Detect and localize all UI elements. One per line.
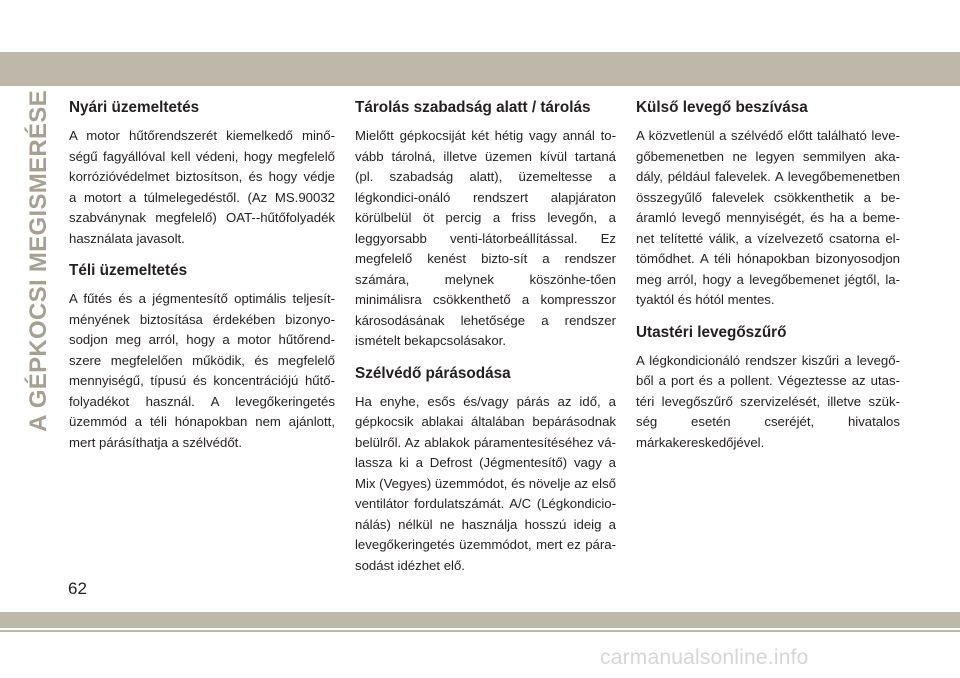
section-title-nyari: Nyári üzemeltetés bbox=[69, 99, 200, 116]
section-title-teli: Téli üzemeltetés bbox=[69, 262, 188, 279]
footer-line bbox=[0, 630, 960, 632]
section-text-utaster: A légkondicionáló rendszer kiszűri a levegő-ből a port és a pollent. Végeztesse az utas-téri levegőszűrő szervizelését, illetve szük-ség esetén cseréjét, hivatalos márkakereskedőjével. bbox=[636, 352, 900, 450]
section-title-tarolas: Tárolás szabadság alatt / tárolás bbox=[355, 99, 591, 116]
header-band bbox=[0, 52, 960, 86]
section-text-nyari: A motor hűtőrendszerét kiemelkedő minő-ségű fagyállóval kell védeni, hogy megfelelő korrózióvédelmet biztosítson, és hogy védje a motort a túlmelegedéstől. (Az MS.90032 szabványnak megfelelő) OAT--hűtőfolyadék használata javasolt. bbox=[69, 128, 335, 246]
column-3 bbox=[636, 98, 900, 465]
watermark: carmanualsonline.info bbox=[600, 646, 809, 669]
section-title-kulso: Külső levegő beszívása bbox=[636, 99, 808, 116]
section-text-kulso: A közvetlenül a szélvédő előtt található leve-gőbemenetben ne legyen semmilyen aka-dály, például falevelek. A levegőbemenetben összegyűlő falevelek csökkenthetik a be-áramló levegő mennyiségét, és ha a beme-net telítetté válik, a vízelvezető csatorna el-tömődhet. A téli hónapokban bizonyosodjon meg arról, hogy a levegőbemenet jégtől, la-tyaktól és hótól mentes. bbox=[636, 128, 900, 307]
chapter-sidebar bbox=[24, 90, 54, 432]
section-text-tarolas: Mielőtt gépkocsiját két hétig vagy annál to-vább tárolná, illetve üzemen kívül tartaná (pl. szabadság alatt), üzemeltesse a légkondici-onáló rendszert alapjáraton körülbelül öt percig a friss levegőn, a leggyorsabb venti-látorbeállítással. Ez megfelelő kenést bizto-sít a rendszer számára, melynek köszönhe-tően minimálisra csökkenthető a kompresszor károsodásának lehetősége a rendszer ismételt bekapcsolásakor. bbox=[355, 128, 616, 348]
section-text-szelvedo: Ha enyhe, esős és/vagy párás az idő, a gépkocsik ablakai általában bepárásodnak belülről. Az ablakok páramentesítéséhez vá-lassza ki a Defrost (Jégmentesítő) vagy a Mix (Vegyes) üzemmódot, és növelje az első ventilátor fordulatszámát. A/C (Légkondicio-nálás) nélkül ne használja hosszú ideig a levegőkeringetés üzemmódot, mert ez pára-sodást idézhet elő. bbox=[355, 393, 616, 573]
chapter-title: A GÉPKOCSI MEGISMERÉSE bbox=[25, 90, 52, 432]
section-title-szelvedo: Szélvédő párásodása bbox=[355, 364, 511, 382]
column-1 bbox=[69, 98, 335, 465]
section-text-teli: A fűtés és a jégmentesítő optimális teljesít-ményének biztosítása érdekében bizonyo-sodjon meg arról, hogy a motor hűtőrend-szere megfelelően működik, és megfelelő mennyiségű, típusú és koncentrációjú hűtő-folyadékot használ. A levegőkeringetés üzemmód a téli hónapokban nem ajánlott, mert párásíthatja a szélvédőt. bbox=[69, 291, 335, 450]
footer-band bbox=[0, 612, 960, 628]
page-number: 62 bbox=[68, 579, 87, 598]
column-2 bbox=[355, 98, 616, 588]
section-title-utaster: Utastéri levegőszűrő bbox=[636, 323, 787, 341]
